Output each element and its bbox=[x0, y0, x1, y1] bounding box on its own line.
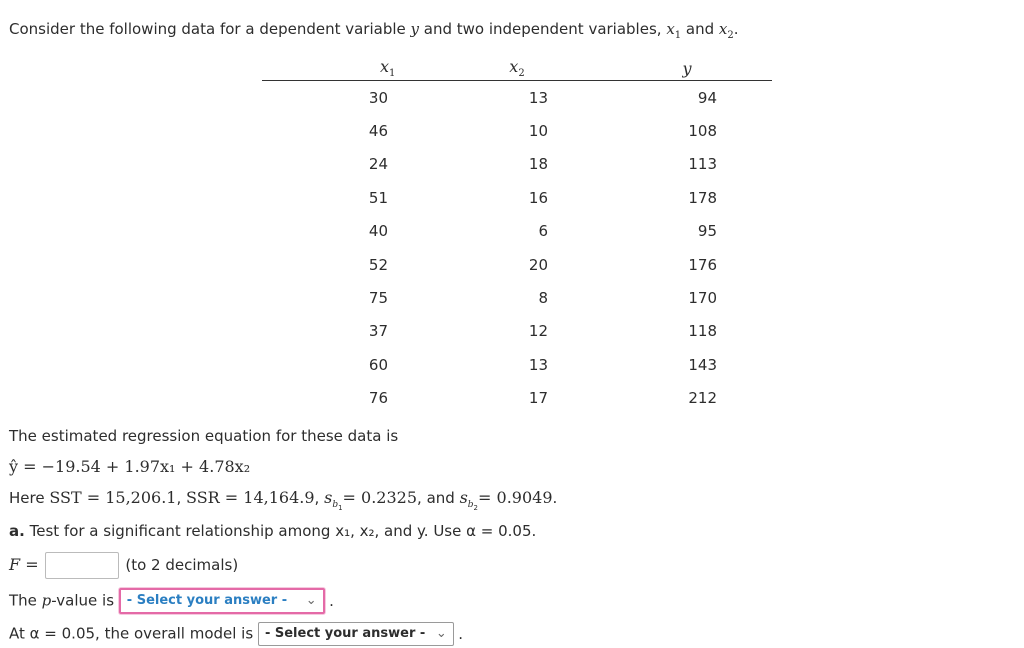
header-y: y bbox=[602, 56, 772, 81]
table-cell: 170 bbox=[688, 289, 717, 308]
data-table bbox=[262, 56, 772, 415]
table-row bbox=[262, 114, 772, 147]
table-cell: 51 bbox=[368, 188, 388, 207]
p-value-row: The p-value is - Select your answer - ⌄ . bbox=[9, 588, 334, 614]
table-cell: 18 bbox=[528, 155, 548, 174]
f-stat-input[interactable] bbox=[45, 552, 119, 579]
table-cell: 6 bbox=[538, 222, 548, 241]
table-cell: 76 bbox=[368, 389, 388, 408]
overall-model-select[interactable]: - Select your answer - ⌄ bbox=[258, 622, 454, 646]
table-row bbox=[262, 348, 772, 381]
table-cell: 24 bbox=[368, 155, 388, 174]
table-cell: 30 bbox=[368, 88, 388, 107]
regression-equation: ŷ = −19.54 + 1.97x₁ + 4.78x₂ bbox=[9, 457, 251, 476]
table-cell: 13 bbox=[528, 355, 548, 374]
table-cell: 113 bbox=[688, 155, 717, 174]
table-cell: 16 bbox=[528, 188, 548, 207]
intro-text: Consider the following data for a dependent variable y and two independent variables, $x_1$ and $x_2$. bbox=[9, 20, 739, 41]
table-row bbox=[262, 281, 772, 314]
table-cell: 95 bbox=[697, 222, 717, 241]
table-cell: 143 bbox=[688, 355, 717, 374]
table-row bbox=[262, 248, 772, 281]
table-cell: 94 bbox=[697, 88, 717, 107]
table-row bbox=[262, 315, 772, 348]
table-row bbox=[262, 382, 772, 415]
regression-intro: The estimated regression equation for these data is bbox=[9, 427, 399, 445]
p-value-select[interactable]: - Select your answer - ⌄ bbox=[119, 588, 325, 614]
header-x1: $x_1$ bbox=[262, 56, 432, 81]
question-a: a. Test for a significant relationship among x₁, x₂, and y. Use α = 0.05. bbox=[9, 522, 537, 540]
table-cell: 40 bbox=[368, 222, 388, 241]
chevron-down-icon: ⌄ bbox=[305, 593, 317, 608]
table-header-row bbox=[262, 56, 772, 81]
table-cell: 13 bbox=[528, 88, 548, 107]
table-cell: 75 bbox=[368, 289, 388, 308]
f-stat-row bbox=[9, 552, 238, 579]
table-cell: 17 bbox=[528, 389, 548, 408]
table-row bbox=[262, 181, 772, 214]
table-cell: 60 bbox=[368, 355, 388, 374]
overall-model-row: At α = 0.05, the overall model is - Select your answer - ⌄ . bbox=[9, 622, 463, 646]
table-cell: 118 bbox=[688, 322, 717, 341]
table-cell: 178 bbox=[688, 188, 717, 207]
table-row bbox=[262, 148, 772, 181]
table-cell: 108 bbox=[688, 122, 717, 141]
sums-of-squares: Here SST = 15,206.1, SSR = 14,164.9, $s_{b_1}= 0.2325$, and $s_{b_2}= 0.9049$. bbox=[9, 488, 558, 512]
table-cell: 37 bbox=[368, 322, 388, 341]
table-cell: 8 bbox=[538, 289, 548, 308]
table-cell: 46 bbox=[368, 122, 388, 141]
table-cell: 20 bbox=[528, 255, 548, 274]
table-cell: 52 bbox=[368, 255, 388, 274]
header-x2: $x_2$ bbox=[432, 56, 602, 81]
table-row bbox=[262, 81, 772, 115]
table-cell: 10 bbox=[528, 122, 548, 141]
f-label: F = bbox=[9, 555, 39, 574]
chevron-down-icon: ⌄ bbox=[435, 626, 447, 641]
table-cell: 12 bbox=[528, 322, 548, 341]
f-hint: (to 2 decimals) bbox=[125, 556, 239, 574]
table-cell: 176 bbox=[688, 255, 717, 274]
table-cell: 212 bbox=[688, 389, 717, 408]
table-row bbox=[262, 215, 772, 248]
